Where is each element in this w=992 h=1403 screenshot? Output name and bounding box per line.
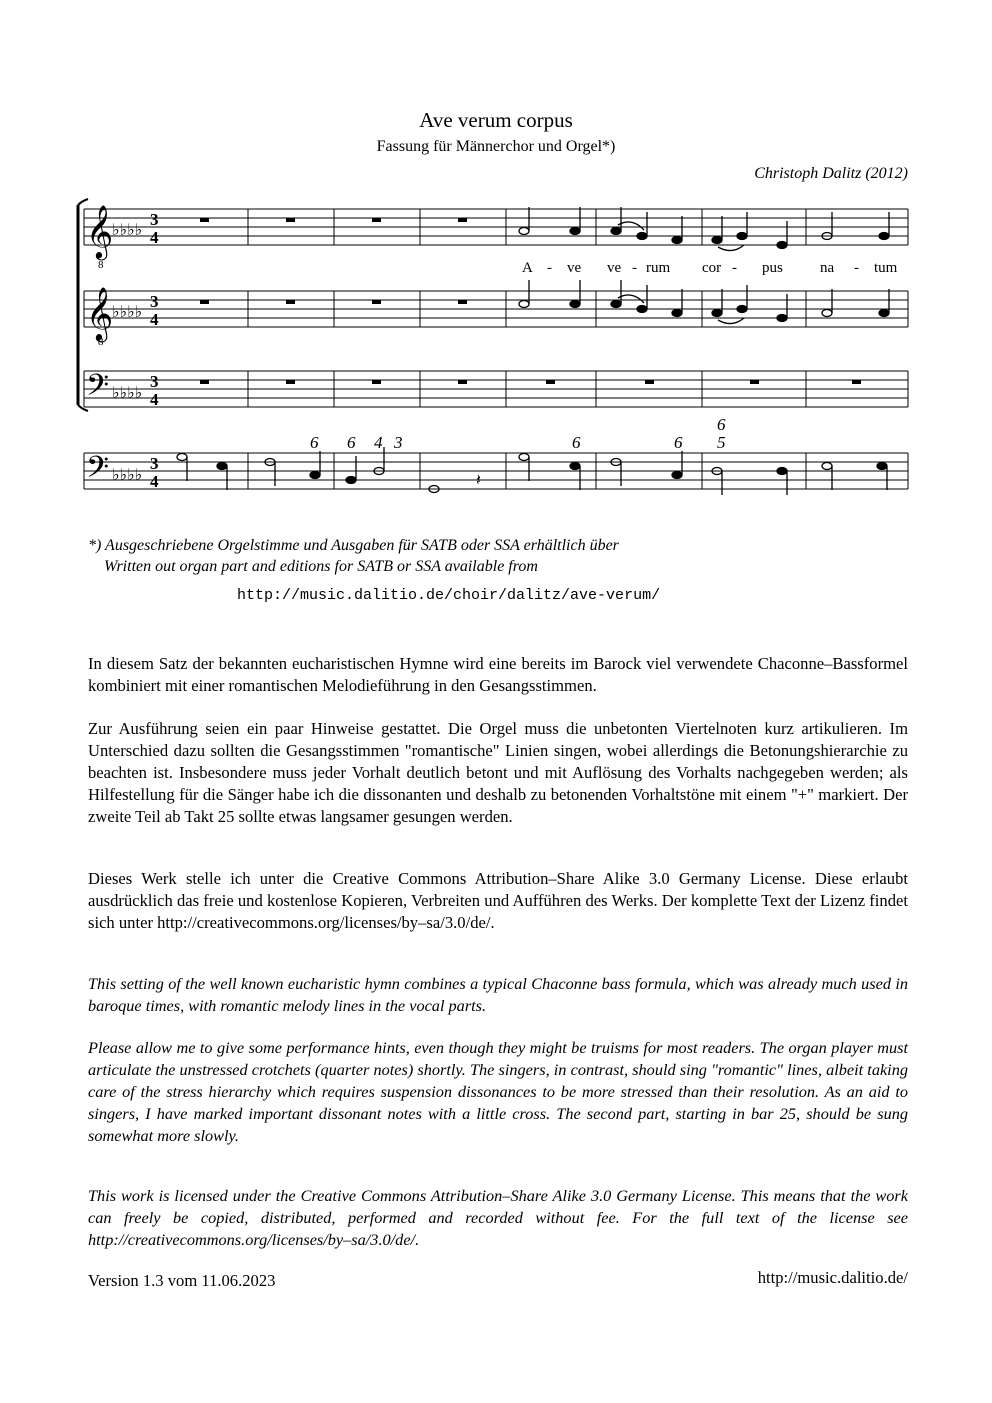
website-link[interactable]: http://music.dalitio.de/ [757, 1268, 908, 1287]
time-signature-bottom: 4 [150, 390, 159, 409]
lyric: cor [702, 260, 722, 276]
lyric: na [820, 260, 835, 276]
version-info: Version 1.3 vom 11.06.2023 [88, 1271, 276, 1290]
time-signature-bottom: 4 [150, 472, 159, 491]
time-signature-top: 3 [150, 372, 159, 391]
english-paragraph-performance: Please allow me to give some performance hints, even though they might be truisms for most readers. The organ player must articulate the unstressed crotchets (quarter notes) shortly. The singers, in contrast, should sing "romantic" lines, albeit taking care of the stress hierarchy which requires suspension dissonances to be more stressed than their resolution. As an aid to singers, I have marked important dissonant notes with a little cross. The second part, starting in bar 25, should be sung somewhat more slowly. [88, 1038, 908, 1145]
time-signature-top: 3 [150, 292, 159, 311]
staff-bass [84, 369, 908, 409]
page-title: Ave verum corpus [419, 108, 573, 132]
composer-credit: Christoph Dalitz (2012) [754, 165, 908, 182]
english-paragraph-license: This work is licensed under the Creative Commons Attribution–Share Alike 3.0 Germany License. This means that the work can freely be copied, distributed, performed and recorded without fee. For the full text of the license see http://creativecommons.org/licenses/by–sa/3.0/de/. [88, 1186, 908, 1249]
lyric: pus [762, 260, 783, 276]
treble-clef-icon: 𝄞 [86, 288, 114, 339]
german-paragraph-performance: Zur Ausführung seien ein paar Hinweise gestattet. Die Orgel muss die unbetonten Viertelnoten kurz artikulieren. Im Unterschied dazu sollten die Gesangsstimmen "romantische" Linien singen, wobei allerdings die Betonungshierarchie zu beachten ist. Insbesondere muss jeder Vorhalt deutlich betont und mit Auflösung des Vorhalts nachgegeben werden; als Hilfestellung für die Sänger habe ich die dissonanten und deshalb zu betonenden Vorhaltstöne mit einem "+" markiert. Der zweite Teil ab Takt 25 sollte etwas langsamer gesungen werden. [88, 719, 908, 826]
quarter-rest-icon: 𝄽 [476, 472, 481, 489]
lyric: A [522, 260, 533, 276]
treble-clef-icon: 𝄞 [86, 206, 114, 257]
figure: 5 [717, 433, 726, 452]
lyric: - [547, 260, 552, 276]
music-score [72, 195, 912, 495]
time-signature-bottom: 4 [150, 310, 159, 329]
footnote-english: Written out organ part and editions for SATB or SSA available from [104, 558, 538, 575]
time-signature-bottom: 4 [150, 228, 159, 247]
staff-tenor-2 [84, 280, 908, 348]
figure: 6 [572, 433, 581, 452]
notes [519, 207, 889, 251]
figure: 6 [674, 433, 683, 452]
bass-clef-icon: 𝄢 [86, 369, 110, 409]
time-signature-top: 3 [150, 210, 159, 229]
lyric: tum [874, 260, 898, 276]
staff-tenor-1 [84, 205, 908, 276]
footnote-url-link[interactable]: http://music.dalitio.de/choir/dalitz/ave-verum/ [237, 587, 661, 604]
bass-clef-icon: 𝄢 [86, 451, 110, 491]
octave-mark: 8 [98, 259, 104, 271]
german-paragraph-intro: In diesem Satz der bekannten eucharistischen Hymne wird eine bereits im Barock viel verwendete Chaconne–Bassformel kombiniert mit einer romantischen Melodieführung in den Gesangsstimmen. [88, 654, 908, 695]
footnote-german: *) Ausgeschriebene Orgelstimme und Ausgaben für SATB oder SSA erhältlich über [88, 537, 619, 554]
english-paragraph-intro: This setting of the well known eucharistic hymn combines a typical Chaconne bass formula, which was already much used in baroque times, with romantic melody lines in the vocal parts. [88, 974, 908, 1015]
notes [519, 280, 889, 324]
lyric: ve [607, 260, 622, 276]
page-subtitle: Fassung für Männerchor und Orgel*) [376, 138, 616, 155]
lyric: - [854, 260, 859, 276]
figure: 6 [310, 433, 319, 452]
figured-bass [310, 415, 726, 452]
figure: 6 [347, 433, 356, 452]
lyric: rum [646, 260, 671, 276]
german-paragraph-license: Dieses Werk stelle ich unter die Creative Commons Attribution–Share Alike 3.0 Germany License. Diese erlaubt ausdrücklich das freie und kostenlose Kopieren, Verbreiten und Aufführen des Werks. Der komplette Text der Lizenz findet sich unter http://creativecommons.org/licenses/by–sa/3.0/de/. [88, 869, 908, 932]
figure: 3 [394, 433, 403, 452]
rests [200, 380, 861, 384]
figure: 4 [374, 433, 383, 452]
octave-mark: 8 [98, 336, 104, 348]
time-signature-top: 3 [150, 454, 159, 473]
key-signature-flats: ♭♭♭♭ [112, 385, 143, 402]
lyric: - [732, 260, 737, 276]
key-signature-flats: ♭♭♭♭ [112, 467, 143, 484]
key-signature-flats: ♭♭♭♭ [112, 304, 143, 321]
lyric: - [632, 260, 637, 276]
lyric: ve [567, 260, 582, 276]
staff-organ [84, 415, 908, 495]
figure: 6 [717, 415, 726, 434]
key-signature-flats: ♭♭♭♭ [112, 222, 143, 239]
lyrics [522, 260, 898, 276]
